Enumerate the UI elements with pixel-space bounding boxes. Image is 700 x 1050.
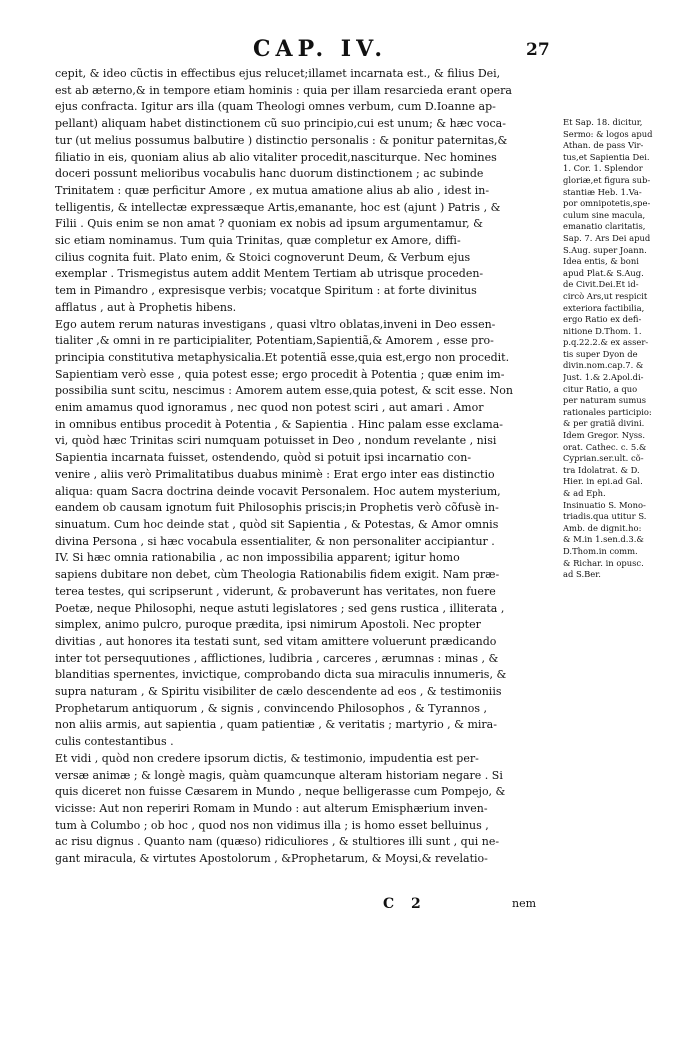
sidenote-line: culum sine macula, — [563, 209, 646, 220]
sidenote-line: nitione D.Thom. 1. — [563, 325, 642, 336]
sidenote-line: por omnipotetis,spe- — [563, 198, 651, 209]
sidenote-line: citur Ratio, a quo — [563, 383, 638, 394]
sidenote-line: per naturam sumus — [563, 395, 647, 406]
text-line: Sapientia incarnata fuisset, ostendendo, quòd si potuit ipsi incarnatio con- — [55, 451, 472, 465]
text-line: IV. Si hæc omnia rationabilia , ac non impossibilia apparent; igitur homo — [55, 551, 460, 565]
sidenote-line: Just. 1.& 2.Apol.di- — [563, 372, 644, 383]
text-line: enim amamus quod ignoramus , nec quod non potest sciri , aut amari . Amor — [55, 401, 484, 415]
sidenote-line: divin.nom.cap.7. & — [563, 360, 644, 371]
text-line: est ab æterno,& in tempore etiam hominis : quia per illam resarcieda erant opera — [55, 83, 512, 97]
sidenote-line: Athan. de pass Vir- — [563, 140, 644, 151]
sidenote-line: Idea entis, & boni — [563, 256, 639, 267]
text-line: aliqua: quam Sacra doctrina deinde vocavit Personalem. Hoc autem mysterium, — [55, 484, 501, 498]
text-line: sinuatum. Cum hoc deinde stat , quòd sit Sapientia , & Potestas, & Amor omnis — [55, 517, 499, 531]
sidenote-line: emanatio claritatis, — [563, 221, 646, 232]
text-line: cepit, & ideo cũctis in effectibus ejus relucet;illamet incarnata est., & filius Dei, — [55, 67, 501, 80]
text-line: blanditias spernentes, invictique, comprobando dicta sua miraculis innumeris, & — [55, 668, 507, 682]
text-line: ac risu dignus . Quanto nam (quæso) ridiculiores , & stultiores illi sunt , qui ne- — [55, 835, 500, 849]
text-line: supra naturam , & Spiritu visibiliter de cælo descendente ad eos , & testimoniis — [55, 685, 502, 699]
text-line: Poetæ, neque Philosophi, neque astuti legislatores ; sed gens rustica , illiterata , — [55, 601, 505, 615]
text-line: exemplar . Trismegistus autem addit Mentem Tertiam ab utrisque proceden- — [55, 267, 484, 281]
text-line: culis contestantibus . — [55, 735, 174, 749]
sidenote-line: & Richar. in opusc. — [563, 557, 644, 568]
sidenote-line: Sap. 7. Ars Dei apud — [563, 232, 651, 243]
text-line: cilius cognita fuit. Plato enim, & Stoici cognoverunt Deum, & Verbum ejus — [55, 250, 471, 264]
text-line: quis diceret non fuisse Cæsarem in Mundo , neque belligerasse cum Pompejo, & — [55, 785, 506, 799]
text-line: tialiter ,& omni in re participialiter, Potentiam,Sapientiã,& Amorem , esse pro- — [55, 334, 494, 348]
text-line: filiatio in eis, quoniam alius ab alio vitaliter procedit,nasciturque. Nec homines — [55, 150, 497, 164]
sidenote-line: apud Plat.& S.Aug. — [563, 267, 644, 278]
text-line: tum à Columbo ; ob hoc , quod nos non vidimus illa ; is homo esset belluinus , — [55, 818, 489, 832]
sidenote-line: triadis.qua utitur S. — [563, 511, 647, 522]
sidenote-line: p.q.22.2.& ex asser- — [563, 337, 649, 348]
text-line: ejus confracta. Igitur ars illa (quam Theologi omnes verbum, cum D.Ioanne ap- — [55, 100, 496, 114]
sidenote-line: Sermo: & logos apud — [563, 128, 653, 139]
text-line: principia constitutiva metaphysicalia.Et potentiã esse,quia est,ergo non procedit. — [55, 350, 510, 364]
text-line: venire , aliis verò Primalitatibus duabus minimè : Erat ergo inter eas distinctio — [55, 467, 495, 481]
sidenote-line: & per gratiã divini. — [563, 418, 645, 429]
page-number: 27 — [526, 40, 550, 60]
sidenote-line: gloriæ,et figura sub- — [563, 174, 651, 185]
text-line: non aliis armis, aut sapientia , quam patientiæ , & veritatis ; martyrio , & mira- — [55, 718, 497, 732]
text-line: Ego autem rerum naturas investigans , quasi vltro oblatas,inveni in Deo essen- — [55, 317, 496, 331]
chapter-heading: CAP. IV. — [253, 36, 387, 62]
sidenote-line: Et Sap. 18. dicitur, — [563, 117, 643, 127]
sidenote-line: 1. Cor. 1. Splendor — [563, 163, 643, 174]
sidenote-line: Amb. de dignit.ho: — [563, 522, 642, 533]
sidenote-line: tra Idolatrat. & D. — [563, 464, 640, 475]
sidenote-line: stantiæ Heb. 1.Va- — [563, 186, 642, 197]
text-line: inter tot persequutiones , afflictiones, ludibria , carceres , ærumnas : minas , & — [55, 651, 499, 665]
text-line: possibilia sunt scitu, nescimus : Amorem autem esse,quia potest, & scit esse. Non — [55, 384, 513, 398]
sidenote-line: orat. Cathec. c. 5.& — [563, 441, 647, 452]
text-line: tem in Pimandro , expresisque verbis; vocatque Spiritum : at forte divinitus — [55, 284, 477, 298]
text-line: simplex, animo pulcro, puroque prædita, ipsi nimirum Apostoli. Nec propter — [55, 618, 481, 632]
sidenote-line: Idem Gregor. Nyss. — [563, 430, 646, 441]
sidenote-line: exteriora factibilia, — [563, 302, 645, 313]
text-line: Prophetarum antiquorum , & signis , convincendo Philosophos , & Tyrannos , — [55, 701, 487, 715]
text-line: eandem ob causam ignotum fuit Philosophis priscis;in Prophetis verò cõfusè in- — [55, 501, 499, 515]
text-line: doceri possunt melioribus vocabulis hanc duorum distinctionem ; ac subinde — [55, 167, 484, 181]
sidenote-line: S.Aug. super Joann. — [563, 244, 647, 255]
sidenote-line: Cyprian.ser.ult. cõ- — [563, 453, 644, 464]
text-line: gant miracula, & virtutes Apostolorum , &Prophetarum, & Moysi,& revelatio- — [55, 852, 488, 866]
text-line: divitias , aut honores ita testati sunt, sed vitam amittere voluerunt prædicando — [55, 634, 497, 648]
sidenote-line: ad S.Ber. — [563, 569, 601, 580]
sidenote-line: circò Ars,ut respicit — [563, 290, 648, 301]
sidenote-line: ergo Ratio ex defi- — [563, 314, 642, 325]
sidenote-line: tus,et Sapientia Dei. — [563, 151, 650, 162]
sidenote-line: Hier. in epi.ad Gal. — [563, 476, 643, 487]
catchword: nem — [512, 897, 537, 910]
sidenote-line: D.Thom.in comm. — [563, 545, 638, 556]
marginal-notes — [563, 117, 695, 581]
text-line: Trinitatem : quæ perficitur Amore , ex mutua amatione alius ab alio , idest in- — [55, 183, 490, 197]
sidenote-line: rationales participio: — [563, 406, 652, 417]
text-line: telligentis, & intellectæ expressæque Artis,emanante, hoc est (ajunt ) Patris , & — [55, 200, 501, 214]
text-line: pellant) aliquam habet distinctionem cũ suo principio,cui est unum; & hæc voca- — [55, 117, 506, 131]
sidenote-line: de Civit.Dei.Et id- — [563, 279, 639, 290]
text-line: in omnibus entibus procedit à Potentia , & Sapientia . Hinc palam esse exclama- — [55, 417, 503, 431]
sidenote-line: & ad Eph. — [563, 488, 606, 498]
text-line: Sapientiam verò esse , quia potest esse; ergo procedit à Potentia ; quæ enim im- — [55, 367, 505, 381]
text-line: afflatus , aut à Prophetis hibens. — [55, 300, 237, 314]
text-line: terea testes, qui scripserunt , viderunt, & probaverunt has veritates, non fuere — [55, 584, 496, 598]
text-line: divina Persona , si hæc vocabula essentialiter, & non personaliter accipiantur . — [55, 534, 495, 548]
text-line: tur (ut melius possumus balbutire ) distinctio personalis : & ponitur paternitas,& — [55, 133, 508, 147]
text-line: Filii . Quis enim se non amat ? quoniam ex nobis ad ipsum argumentamur, & — [55, 217, 483, 231]
text-line: vi, quòd hæc Trinitas sciri numquam potuisset in Deo , nondum revelante , nisi — [55, 434, 497, 448]
sidenote-line: tis super Dyon de — [563, 348, 638, 359]
signature-mark: C 2 — [383, 896, 427, 912]
text-line: vicisse: Aut non reperiri Romam in Mundo : aut alterum Emisphærium inven- — [55, 801, 488, 815]
main-text-block — [55, 66, 557, 868]
text-line: sapiens dubitare non debet, cùm Theologia Rationabilis fidem exigit. Nam præ- — [55, 568, 500, 582]
text-line: sic etiam nominamus. Tum quia Trinitas, quæ completur ex Amore, diffi- — [55, 234, 461, 248]
text-line: versæ animæ ; & longè magis, quàm quamcunque alteram historiam negare . Si — [55, 768, 503, 782]
sidenote-line: & M.in 1.sen.d.3.& — [563, 534, 644, 545]
text-line: Et vidi , quòd non credere ipsorum dictis, & testimonio, impudentia est per- — [55, 751, 479, 765]
sidenote-line: Insinuatio S. Mono- — [563, 499, 646, 510]
